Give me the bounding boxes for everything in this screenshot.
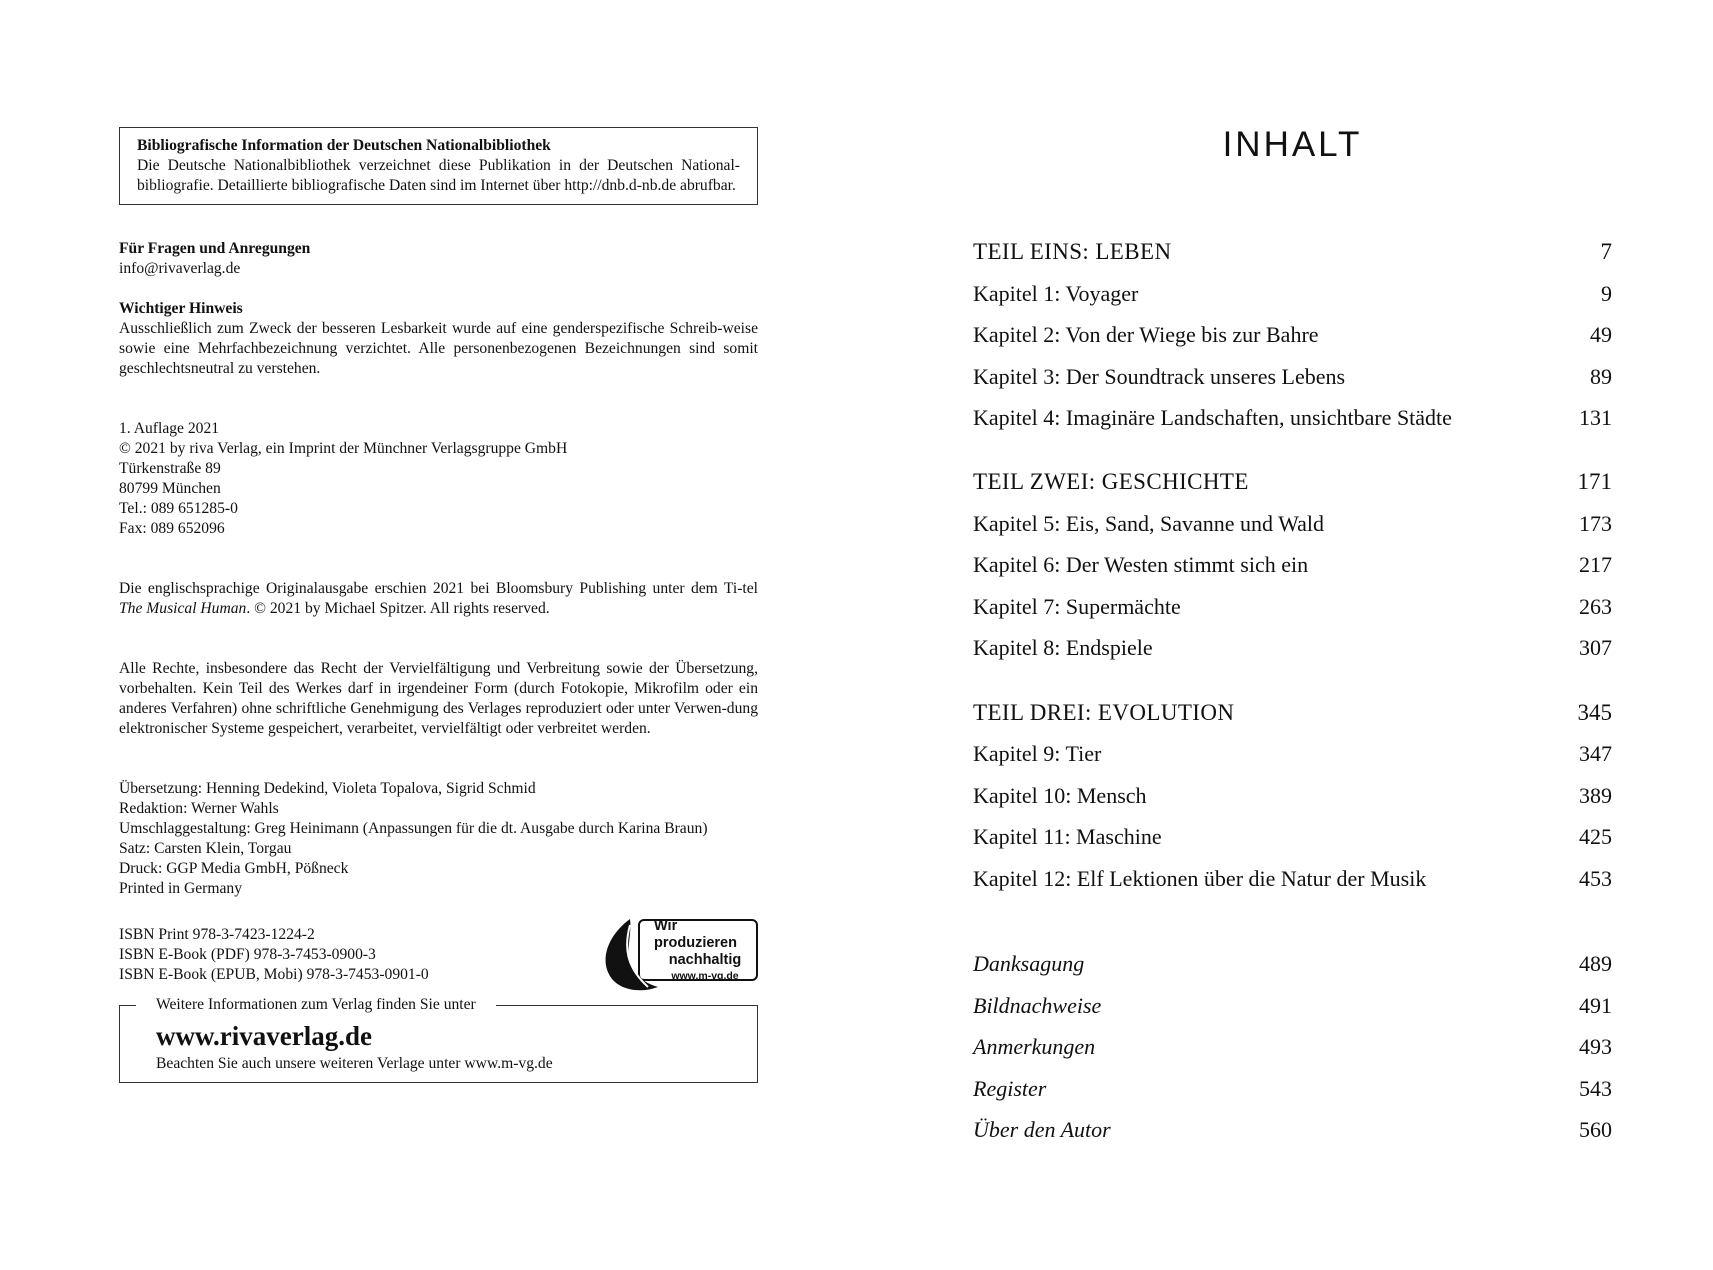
publisher-note: Beachten Sie auch unsere weiteren Verlage unter www.m-vg.de — [156, 1055, 553, 1072]
toc-entry-label: Über den Autor — [973, 1117, 1111, 1142]
toc-entry-label: Kapitel 2: Von der Wiege bis zur Bahre — [973, 322, 1319, 347]
bibliographic-info-text: Die Deutsche Nationalbibliothek verzeichnet diese Publikation in der Deutschen National-bibliografie. Detaillierte bibliografische Daten sind im Internet über http://dnb.d-nb.de abrufbar. — [137, 157, 740, 194]
toc-entry-part[interactable] — [973, 468, 1612, 496]
imprint-page — [119, 127, 758, 1083]
toc-entry-label: Kapitel 12: Elf Lektionen über die Natur der Musik — [973, 866, 1427, 891]
original-edition-note — [119, 579, 758, 619]
toc-entry-page: 345 — [1577, 700, 1612, 725]
toc-entry-label: Kapitel 4: Imaginäre Landschaften, unsichtbare Städte — [973, 405, 1452, 430]
toc-entry-part[interactable] — [973, 699, 1612, 727]
toc-entry-label: Kapitel 11: Maschine — [973, 824, 1162, 849]
toc-entry-chapter[interactable] — [973, 823, 1612, 851]
toc-entry-chapter[interactable] — [973, 593, 1612, 621]
notice-title: Wichtiger Hinweis — [119, 300, 243, 317]
sustainability-badge — [604, 919, 758, 981]
toc-entry-extra[interactable] — [973, 950, 1612, 978]
toc-entry-label: TEIL EINS: LEBEN — [973, 239, 1172, 264]
isbn-section — [119, 919, 758, 1005]
toc-entry-page: 307 — [1579, 635, 1612, 660]
toc-entry-page: 49 — [1590, 322, 1612, 347]
rights-notice: Alle Rechte, insbesondere das Recht der Vervielfältigung und Verbreitung sowie der Übersetzung, vorbehalten. Kein Teil des Werkes darf in irgendeiner Form (durch Fotokopie, Mikrofilm oder ein anderes Verfahren) ohne schriftliche Genehmigung des Verlages reproduziert oder unter Verwen-dung elektronischer Systeme gespeichert, verarbeitet, vervielfältigt oder verbreitet werden. — [119, 660, 758, 737]
imprint-line: 80799 München — [119, 480, 221, 497]
toc-entry-page: 89 — [1590, 364, 1612, 389]
toc-entry-label: TEIL DREI: EVOLUTION — [973, 700, 1235, 725]
toc-entry-chapter[interactable] — [973, 510, 1612, 538]
toc-title: INHALT — [1222, 125, 1363, 164]
toc-entry-extra[interactable] — [973, 992, 1612, 1020]
toc-entry-label: Kapitel 1: Voyager — [973, 281, 1139, 306]
toc-entry-label: Kapitel 10: Mensch — [973, 783, 1147, 808]
toc-entry-label: Anmerkungen — [973, 1034, 1096, 1059]
contact-title: Für Fragen und Anregungen — [119, 240, 311, 257]
toc-entry-page: 560 — [1579, 1117, 1612, 1142]
toc-entry-page: 493 — [1579, 1034, 1612, 1059]
toc-entry-page: 7 — [1600, 239, 1612, 264]
original-edition-copyright: . © 2021 by Michael Spitzer. All rights reserved. — [246, 600, 550, 617]
imprint-line: © 2021 by riva Verlag, ein Imprint der Münchner Verlagsgruppe GmbH — [119, 440, 568, 457]
bibliographic-info-title: Bibliografische Information der Deutschen Nationalbibliothek — [137, 137, 551, 154]
credit-line: Druck: GGP Media GmbH, Pößneck — [119, 860, 349, 877]
toc-entry-label: Register — [973, 1076, 1047, 1101]
toc-entry-page: 173 — [1579, 511, 1612, 536]
toc-entry-chapter[interactable] — [973, 551, 1612, 579]
contact-block — [119, 239, 758, 279]
credit-line: Umschlaggestaltung: Greg Heinimann (Anpassungen für die dt. Ausgabe durch Karina Braun) — [119, 820, 708, 837]
toc-entry-page: 217 — [1579, 552, 1612, 577]
toc-entry-page: 9 — [1601, 281, 1612, 306]
toc-entry-page: 425 — [1579, 824, 1612, 849]
credits-block — [119, 779, 758, 899]
toc-entry-chapter[interactable] — [973, 363, 1612, 391]
toc-entry-label: Kapitel 8: Endspiele — [973, 635, 1153, 660]
toc-entry-label: TEIL ZWEI: GESCHICHTE — [973, 469, 1249, 494]
badge-line-2: nachhaltig — [668, 951, 742, 968]
toc-entry-page: 543 — [1579, 1076, 1612, 1101]
notice-block — [119, 299, 758, 379]
toc-entry-chapter[interactable] — [973, 634, 1612, 662]
toc-entry-chapter[interactable] — [973, 404, 1612, 432]
original-edition-title: The Musical Human — [119, 600, 247, 617]
imprint-line: Tel.: 089 651285-0 — [119, 500, 238, 517]
toc-entry-label: Bildnachweise — [973, 993, 1102, 1018]
badge-line-3: www.m-vg.de — [671, 969, 739, 982]
isbn-line: ISBN Print 978-3-7423-1224-2 — [119, 926, 315, 943]
isbn-line: ISBN E-Book (PDF) 978-3-7453-0900-3 — [119, 946, 376, 963]
contact-email: info@rivaverlag.de — [119, 260, 241, 277]
toc-entry-chapter[interactable] — [973, 740, 1612, 768]
isbn-line: ISBN E-Book (EPUB, Mobi) 978-3-7453-0901-0 — [119, 966, 429, 983]
toc-entry-label: Kapitel 7: Supermächte — [973, 594, 1181, 619]
toc-entry-page: 131 — [1579, 405, 1612, 430]
isbn-list — [119, 925, 429, 985]
leaf-icon — [600, 917, 664, 995]
credit-line: Satz: Carsten Klein, Torgau — [119, 840, 292, 857]
toc-entry-extra[interactable] — [973, 1116, 1612, 1144]
toc-entry-extra[interactable] — [973, 1033, 1612, 1061]
badge-line-1: Wir produzieren — [654, 917, 737, 951]
bibliographic-info-box — [119, 127, 758, 205]
imprint-address-block — [119, 419, 758, 539]
toc-entry-chapter[interactable] — [973, 782, 1612, 810]
toc-entry-label: Kapitel 3: Der Soundtrack unseres Lebens — [973, 364, 1346, 389]
toc-entry-chapter[interactable] — [973, 280, 1612, 308]
toc-entry-page: 347 — [1579, 741, 1612, 766]
toc-entry-page: 453 — [1579, 866, 1612, 891]
toc-entry-part[interactable] — [973, 238, 1612, 266]
publisher-web-box — [119, 996, 758, 1083]
notice-text: Ausschließlich zum Zweck der besseren Lesbarkeit wurde auf eine genderspezifische Schreib-weise sowie eine Mehrfachbezeichnung verzichtet. Alle personenbezogenen Bezeichnungen sind somit geschlechtsneutral zu verstehen. — [119, 320, 758, 377]
toc-entry-page: 491 — [1579, 993, 1612, 1018]
toc-entry-label: Danksagung — [973, 951, 1085, 976]
toc-entry-label: Kapitel 6: Der Westen stimmt sich ein — [973, 552, 1309, 577]
toc-entry-page: 171 — [1577, 469, 1612, 494]
credit-line: Redaktion: Werner Wahls — [119, 800, 279, 817]
toc-entry-extra[interactable] — [973, 1075, 1612, 1103]
toc-entry-page: 263 — [1579, 594, 1612, 619]
original-edition-text: Die englischsprachige Originalausgabe erschien 2021 bei Bloomsbury Publishing unter dem Ti-tel — [119, 580, 758, 597]
toc-entry-chapter[interactable] — [973, 865, 1612, 893]
imprint-line: 1. Auflage 2021 — [119, 420, 220, 437]
toc-entry-label: Kapitel 9: Tier — [973, 741, 1102, 766]
toc-entry-page: 489 — [1579, 951, 1612, 976]
toc-entry-page: 389 — [1579, 783, 1612, 808]
publisher-web-legend: Weitere Informationen zum Verlag finden Sie unter — [136, 995, 496, 1015]
imprint-line: Fax: 089 652096 — [119, 520, 225, 537]
credit-line: Printed in Germany — [119, 880, 242, 897]
publisher-url[interactable]: www.rivaverlag.de — [156, 1021, 372, 1051]
toc-entry-label: Kapitel 5: Eis, Sand, Savanne und Wald — [973, 511, 1324, 536]
imprint-line: Türkenstraße 89 — [119, 460, 221, 477]
toc-entry-chapter[interactable] — [973, 321, 1612, 349]
credit-line: Übersetzung: Henning Dedekind, Violeta Topalova, Sigrid Schmid — [119, 780, 536, 797]
